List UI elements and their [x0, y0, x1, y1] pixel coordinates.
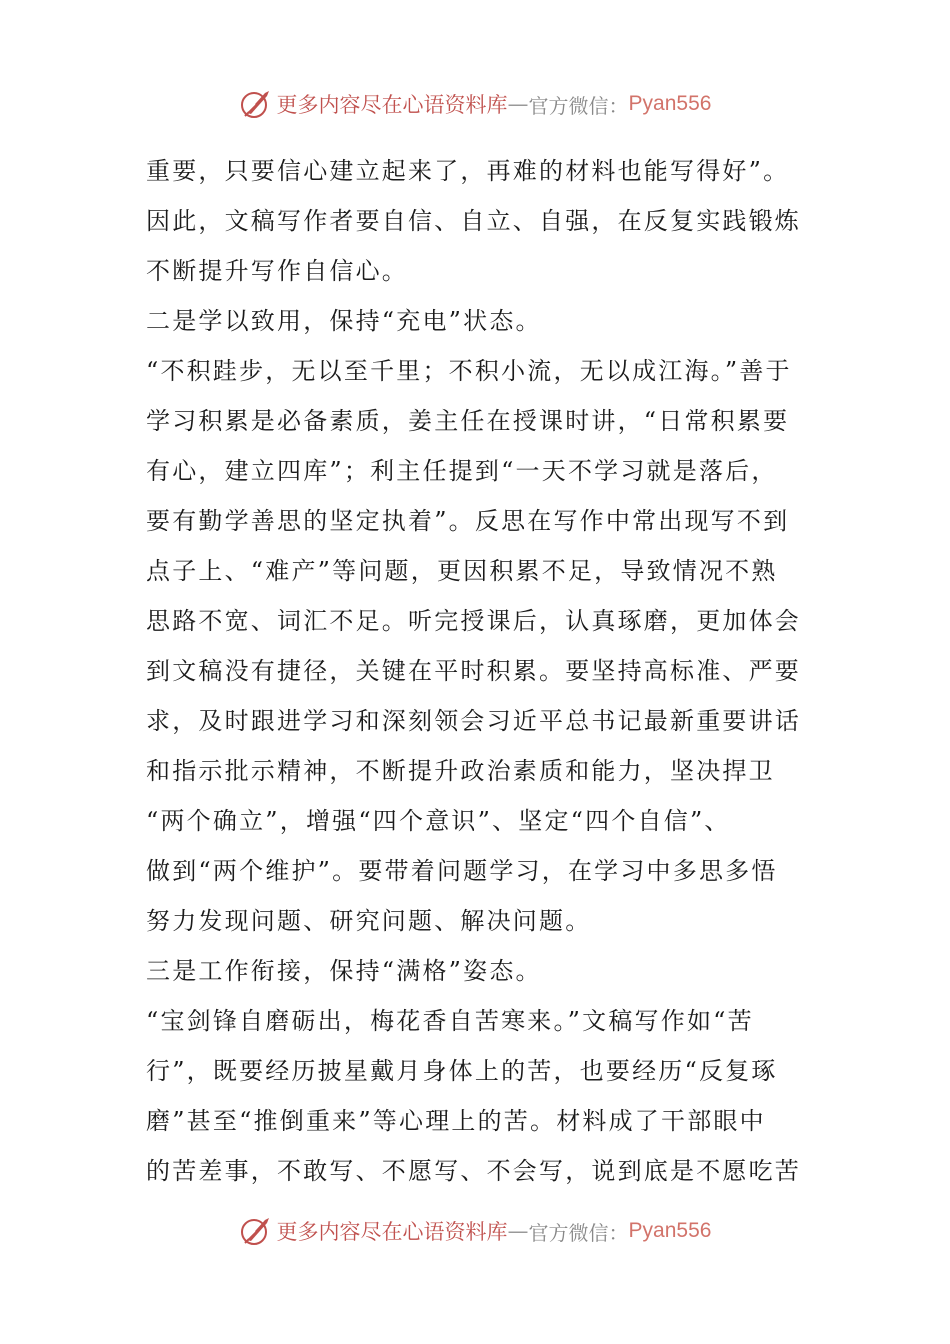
- body-line: 因此，文稿写作者要自信、自立、自强，在反复实践锻炼: [146, 207, 801, 235]
- footer-watermark-banner: [0, 1211, 950, 1251]
- banner-main-text: 更多内容尽在心语资料库: [276, 93, 508, 117]
- body-line: “两个确立”，增强“四个意识”、坚定“四个自信”、: [146, 807, 731, 835]
- body-line: 努力发现问题、研究问题、解决问题。: [146, 907, 592, 935]
- body-line: 磨”甚至“推倒重来”等心理上的苦。材料成了干部眼中: [146, 1107, 766, 1135]
- banner-wechat-label: 官方微信：: [528, 93, 629, 118]
- body-line: 和指示批示精神，不断提升政治素质和能力，坚决捍卫: [146, 757, 775, 785]
- body-line: 重要，只要信心建立起来了，再难的材料也能写得好”。: [146, 157, 790, 185]
- quill-pen-logo-icon: [239, 87, 273, 121]
- body-line: 的苦差事，不敢写、不愿写、不会写，说到底是不愿吃苦: [146, 1157, 801, 1185]
- banner-wechat-id: Pyan556: [628, 92, 712, 115]
- quill-pen-logo-icon: [239, 1214, 273, 1248]
- banner-main-text: 更多内容尽在心语资料库: [276, 1220, 508, 1244]
- body-line: 要有勤学善思的坚定执着”。反思在写作中常出现写不到: [146, 507, 790, 535]
- section-heading: 三是工作衔接，保持“满格”姿态。: [146, 957, 542, 985]
- banner-wechat-label: 官方微信：: [528, 1220, 629, 1245]
- banner-dash: —: [507, 1219, 529, 1243]
- body-line: 思路不宽、词汇不足。听完授课后，认真琢磨，更加体会: [146, 607, 801, 635]
- body-line: 有心，建立四库”；利主任提到“一天不学习就是落后，: [146, 457, 778, 485]
- body-line: “宝剑锋自磨砺出，梅花香自苦寒来。”文稿写作如“苦: [146, 1007, 754, 1035]
- body-line: “不积跬步，无以至千里；不积小流，无以成江海。”善于: [146, 357, 792, 385]
- body-line: 点子上、“难产”等问题，更因积累不足，导致情况不熟: [146, 557, 778, 585]
- body-line: 不断提升写作自信心。: [146, 257, 408, 285]
- header-watermark-banner: [0, 84, 950, 124]
- section-heading: 二是学以致用，保持“充电”状态。: [146, 307, 542, 335]
- body-line: 求，及时跟进学习和深刻领会习近平总书记最新重要讲话: [146, 707, 801, 735]
- body-line: 做到“两个维护”。要带着问题学习，在学习中多思多悟: [146, 857, 778, 885]
- banner-dash: —: [507, 92, 529, 116]
- body-line: 到文稿没有捷径，关键在平时积累。要坚持高标准、严要: [146, 657, 801, 685]
- document-body: [146, 146, 808, 1196]
- body-line: 行”，既要经历披星戴月身体上的苦，也要经历“反复琢: [146, 1057, 778, 1085]
- body-line: 学习积累是必备素质，姜主任在授课时讲，“日常积累要: [146, 407, 790, 435]
- banner-wechat-id: Pyan556: [628, 1219, 712, 1242]
